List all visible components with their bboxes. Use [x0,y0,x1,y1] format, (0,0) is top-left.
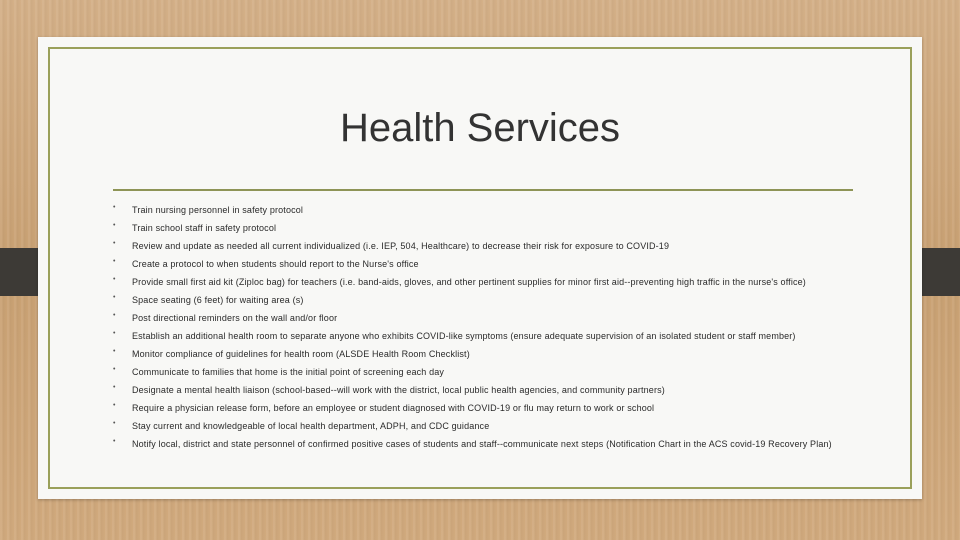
bullet-text: Designate a mental health liaison (school-based--will work with the district, local public health agencies, and community partners) [132,385,665,395]
bullet-icon: • [113,402,116,409]
bullet-item [113,256,863,274]
bullet-item [113,382,863,400]
bullet-icon: • [113,294,116,301]
bullet-text: Create a protocol to when students should report to the Nurse's office [132,259,419,269]
bullet-item [113,364,863,382]
bullet-icon: • [113,222,116,229]
bullet-item [113,346,863,364]
bullet-icon: • [113,276,116,283]
bullet-icon: • [113,384,116,391]
bullet-icon: • [113,312,116,319]
bullet-icon: • [113,348,116,355]
left-edge-tab [0,248,38,296]
bullet-icon: • [113,204,116,211]
bullet-text: Train nursing personnel in safety protocol [132,205,304,215]
bullet-item [113,328,863,346]
bullet-item [113,310,863,328]
bullet-icon: • [113,330,116,337]
bullet-text: Establish an additional health room to separate anyone who exhibits COVID-like symptoms (ensure adequate supervision of an isolated student or staff member) [132,331,796,341]
bullet-item [113,202,863,220]
bullet-item [113,292,863,310]
bullet-text: Notify local, district and state personnel of confirmed positive cases of students and staff--communicate next steps (Notification Chart in the ACS covid-19 Recovery Plan) [132,439,832,449]
bullet-item [113,238,863,256]
bullet-item [113,274,863,292]
bullet-text: Post directional reminders on the wall and/or floor [132,313,338,323]
bullet-icon: • [113,258,116,265]
bullet-icon: • [113,420,116,427]
bullet-text: Review and update as needed all current individualized (i.e. IEP, 504, Healthcare) to decrease their risk for exposure to COVID-19 [132,241,670,251]
right-edge-tab [922,248,960,296]
bullet-item [113,418,863,436]
bullet-text: Communicate to families that home is the initial point of screening each day [132,367,445,377]
title-divider [113,189,853,191]
slide-title: Health Services [339,106,621,150]
bullet-item [113,400,863,418]
bullet-list [113,202,863,454]
bullet-text: Train school staff in safety protocol [132,223,277,233]
bullet-icon: • [113,438,116,445]
bullet-text: Provide small first aid kit (Ziploc bag) for teachers (i.e. band-aids, gloves, and other pertinent supplies for minor first aid--preventing high traffic in the nurse's office) [132,277,806,287]
bullet-item [113,220,863,238]
bullet-text: Monitor compliance of guidelines for health room (ALSDE Health Room Checklist) [132,349,470,359]
bullet-icon: • [113,366,116,373]
bullet-text: Require a physician release form, before an employee or student diagnosed with COVID-19 or flu may return to work or school [132,403,655,413]
bullet-text: Space seating (6 feet) for waiting area (s) [132,295,304,305]
bullet-text: Stay current and knowledgeable of local health department, ADPH, and CDC guidance [132,421,490,431]
bullet-item [113,436,863,454]
bullet-icon: • [113,240,116,247]
